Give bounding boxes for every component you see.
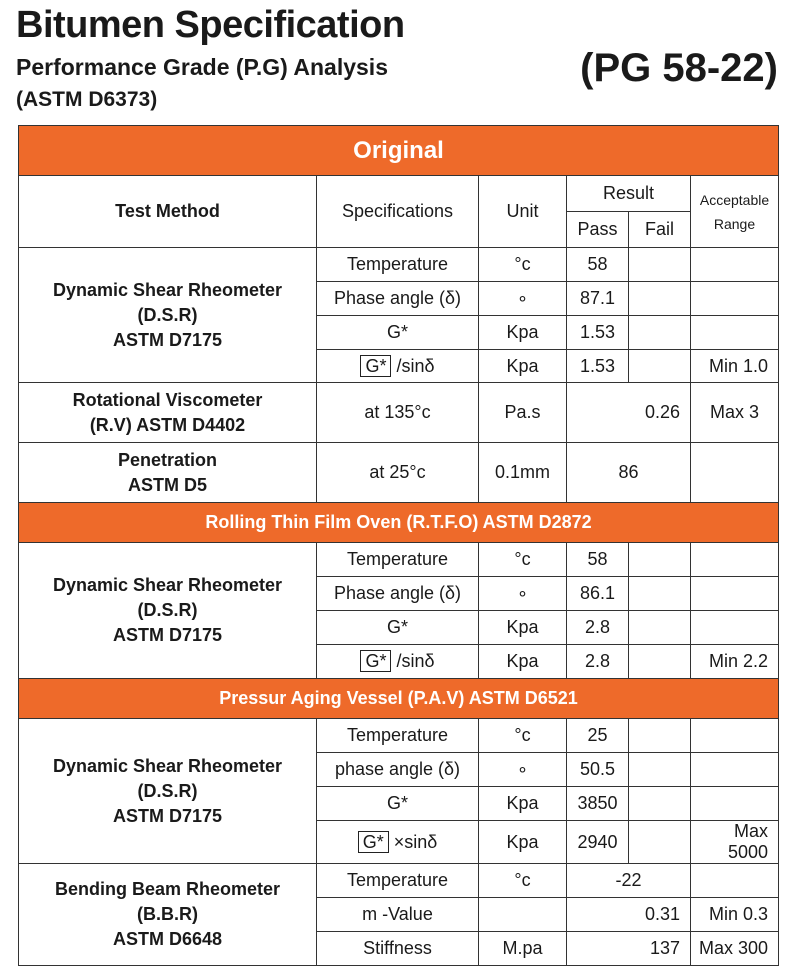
document-standard: (ASTM D6373) — [16, 88, 158, 111]
method-standard: ASTM D6648 — [112, 929, 223, 949]
spec-cell: m -Value — [317, 898, 479, 932]
spec-cell: G* — [317, 611, 479, 645]
range-label: Range — [713, 215, 756, 232]
method-abbr: (D.S.R) — [137, 780, 198, 801]
unit-cell: Kpa — [479, 316, 567, 350]
test-method-dsr — [19, 543, 317, 679]
range-cell — [691, 719, 779, 753]
pass-cell: 3850 — [567, 787, 629, 821]
unit-cell: Kpa — [479, 645, 567, 679]
range-cell — [691, 282, 779, 316]
col-test-method: Test Method — [19, 176, 317, 248]
section-header-original — [19, 126, 779, 176]
fail-cell — [629, 248, 691, 282]
method-abbr: (D.S.R) — [137, 304, 198, 325]
test-method-bbr — [19, 864, 317, 966]
unit-cell: Pa.s — [479, 383, 567, 443]
unit-cell: M.pa — [479, 932, 567, 966]
method-standard: ASTM D7175 — [112, 625, 223, 645]
fail-cell — [629, 753, 691, 787]
value-cell: -22 — [567, 864, 691, 898]
unit-cell: Kpa — [479, 787, 567, 821]
range-cell: Max 3 — [691, 383, 779, 443]
performance-grade: (PG 58-22) — [580, 46, 778, 90]
spec-cell: Phase angle (δ) — [317, 282, 479, 316]
range-cell — [691, 577, 779, 611]
range-cell: Min 2.2 — [691, 645, 779, 679]
column-header-row — [19, 176, 779, 212]
range-cell — [691, 543, 779, 577]
fail-cell — [629, 645, 691, 679]
pass-cell: 58 — [567, 248, 629, 282]
range-cell — [691, 316, 779, 350]
fail-cell — [629, 787, 691, 821]
section-title: Original — [19, 126, 779, 176]
unit-cell: °c — [479, 864, 567, 898]
acceptable-label: Acceptable — [699, 191, 770, 208]
unit-cell: °c — [479, 248, 567, 282]
pass-cell: 2940 — [567, 821, 629, 864]
fail-cell — [629, 719, 691, 753]
spec-cell: Temperature — [317, 719, 479, 753]
value-cell: 0.26 — [567, 383, 691, 443]
value-cell: 0.31 — [567, 898, 691, 932]
spec-cell: Stiffness — [317, 932, 479, 966]
section-header-rtfo — [19, 503, 779, 543]
table-row — [19, 248, 779, 282]
method-standard: ASTM D5 — [127, 474, 207, 495]
method-standard: ASTM D7175 — [112, 805, 223, 826]
section-title: Rolling Thin Film Oven (R.T.F.O) ASTM D2872 — [19, 503, 779, 543]
col-acceptable-range — [691, 176, 779, 248]
unit-cell: Kpa — [479, 350, 567, 383]
g-star-magnitude: G* — [358, 831, 389, 853]
section-header-pav — [19, 679, 779, 719]
fail-cell — [629, 821, 691, 864]
pass-cell: 1.53 — [567, 316, 629, 350]
table-row — [19, 543, 779, 577]
method-name: Dynamic Shear Rheometer — [52, 575, 283, 595]
spec-cell: phase angle (δ) — [317, 753, 479, 787]
unit-cell: ∘ — [479, 753, 567, 787]
document-subtitle: Performance Grade (P.G) Analysis — [16, 54, 388, 80]
pass-cell: 25 — [567, 719, 629, 753]
fail-cell — [629, 543, 691, 577]
test-method-rv — [19, 383, 317, 443]
g-star-magnitude: G* — [360, 650, 391, 672]
spec-cell: Temperature — [317, 543, 479, 577]
spec-cell: Phase angle (δ) — [317, 577, 479, 611]
method-name: Rotational Viscometer — [72, 389, 263, 410]
method-name: Dynamic Shear Rheometer — [52, 279, 283, 300]
test-method-penetration — [19, 443, 317, 503]
range-cell: Min 0.3 — [691, 898, 779, 932]
spec-cell: at 25°c — [317, 443, 479, 503]
spec-cell: Temperature — [317, 248, 479, 282]
range-cell — [691, 248, 779, 282]
fail-cell — [629, 282, 691, 316]
method-name: Dynamic Shear Rheometer — [52, 755, 283, 776]
unit-cell: °c — [479, 719, 567, 753]
unit-cell: 0.1mm — [479, 443, 567, 503]
specification-table — [18, 125, 779, 966]
unit-cell: Kpa — [479, 821, 567, 864]
fail-cell — [629, 577, 691, 611]
pass-cell: 87.1 — [567, 282, 629, 316]
unit-cell — [479, 898, 567, 932]
test-method-dsr — [19, 719, 317, 864]
method-name: Bending Beam Rheometer — [54, 879, 281, 899]
range-cell: Max 5000 — [691, 821, 779, 864]
unit-cell: ∘ — [479, 577, 567, 611]
range-cell — [691, 443, 779, 503]
pass-cell: 86.1 — [567, 577, 629, 611]
spec-tail: /sinδ — [396, 651, 435, 671]
value-cell: 137 — [567, 932, 691, 966]
value-cell: 86 — [567, 443, 691, 503]
range-cell: Max 300 — [691, 932, 779, 966]
unit-cell: Kpa — [479, 611, 567, 645]
method-abbr: (B.B.R) — [137, 904, 198, 924]
unit-cell: °c — [479, 543, 567, 577]
col-pass: Pass — [567, 212, 629, 248]
table-row — [19, 383, 779, 443]
method-abbr: (D.S.R) — [137, 600, 198, 620]
spec-cell: G* — [317, 316, 479, 350]
unit-cell: ∘ — [479, 282, 567, 316]
pass-cell: 50.5 — [567, 753, 629, 787]
col-specifications: Specifications — [317, 176, 479, 248]
test-method-dsr — [19, 248, 317, 383]
method-standard: (R.V) ASTM D4402 — [89, 414, 246, 435]
range-cell — [691, 753, 779, 787]
range-cell — [691, 787, 779, 821]
spec-cell — [317, 350, 479, 383]
range-cell — [691, 864, 779, 898]
range-cell — [691, 611, 779, 645]
col-fail: Fail — [629, 212, 691, 248]
pass-cell: 58 — [567, 543, 629, 577]
method-standard: ASTM D7175 — [112, 329, 223, 350]
fail-cell — [629, 316, 691, 350]
spec-cell: G* — [317, 787, 479, 821]
fail-cell — [629, 350, 691, 383]
table-row — [19, 719, 779, 753]
spec-cell — [317, 645, 479, 679]
spec-tail: ×sinδ — [393, 831, 438, 852]
spec-cell: Temperature — [317, 864, 479, 898]
table-row — [19, 443, 779, 503]
pass-cell: 2.8 — [567, 611, 629, 645]
fail-cell — [629, 611, 691, 645]
spec-tail: /sinδ — [396, 355, 435, 376]
table-row — [19, 864, 779, 898]
col-result: Result — [567, 176, 691, 212]
col-unit: Unit — [479, 176, 567, 248]
range-cell: Min 1.0 — [691, 350, 779, 383]
pass-cell: 1.53 — [567, 350, 629, 383]
document-title: Bitumen Specification — [16, 4, 405, 46]
section-title: Pressur Aging Vessel (P.A.V) ASTM D6521 — [19, 679, 779, 719]
method-name: Penetration — [117, 449, 218, 470]
spec-cell: at 135°c — [317, 383, 479, 443]
pass-cell: 2.8 — [567, 645, 629, 679]
spec-cell — [317, 821, 479, 864]
g-star-magnitude: G* — [360, 355, 391, 377]
